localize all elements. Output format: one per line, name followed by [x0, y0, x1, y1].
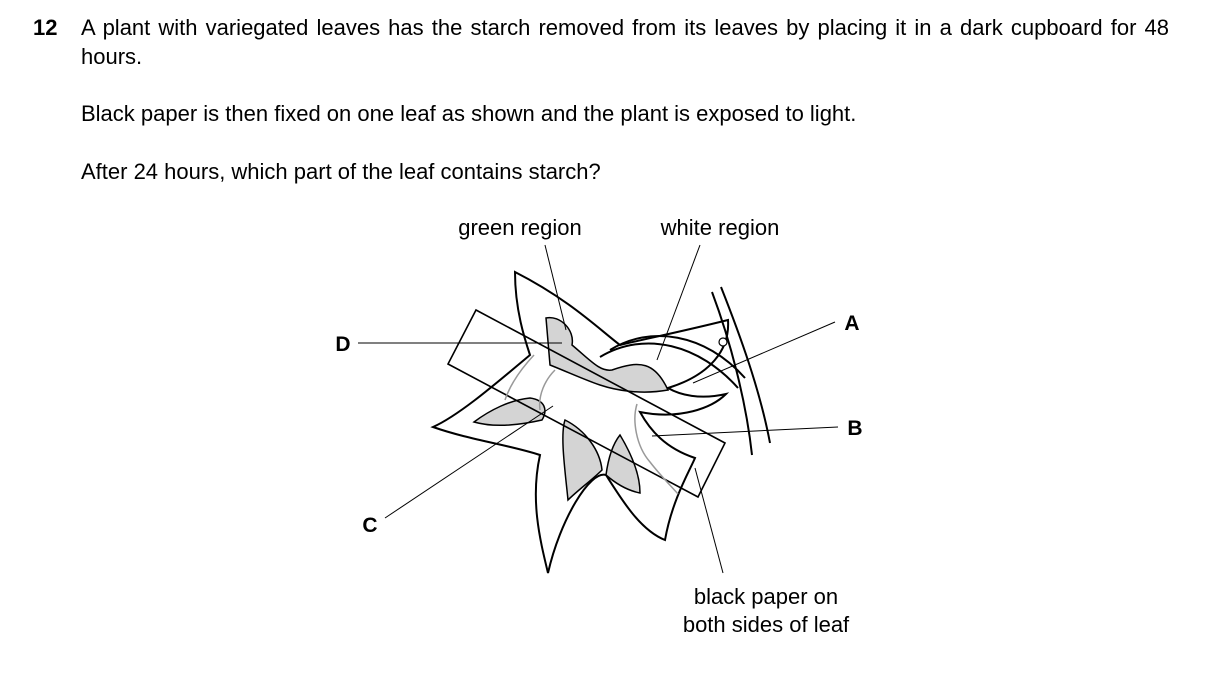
question-paper-sentence: Black paper is then fixed on one leaf as shown and the plant is exposed to light.: [81, 101, 857, 126]
label-black-paper-line1: black paper on: [693, 584, 839, 609]
question-intro: A plant with variegated leaves has the starch removed from its leaves by placing it in a dark cupboard for 48 hours.: [81, 15, 1169, 69]
label-green-region: green region: [458, 215, 582, 240]
stem-node: [719, 338, 727, 346]
question-ask: After 24 hours, which part of the leaf contains starch?: [81, 159, 601, 184]
question-number: 12: [33, 15, 58, 40]
label-white-region: white region: [660, 215, 780, 240]
leader-b: [652, 427, 838, 436]
option-b-label: B: [847, 417, 863, 440]
leaf-stem-edge: [721, 287, 770, 443]
option-d-label: D: [335, 333, 351, 356]
leader-black-paper: [695, 468, 723, 573]
option-a-label: A: [844, 312, 860, 335]
label-black-paper-line2: both sides of leaf: [682, 612, 850, 637]
option-c-label: C: [362, 514, 378, 537]
